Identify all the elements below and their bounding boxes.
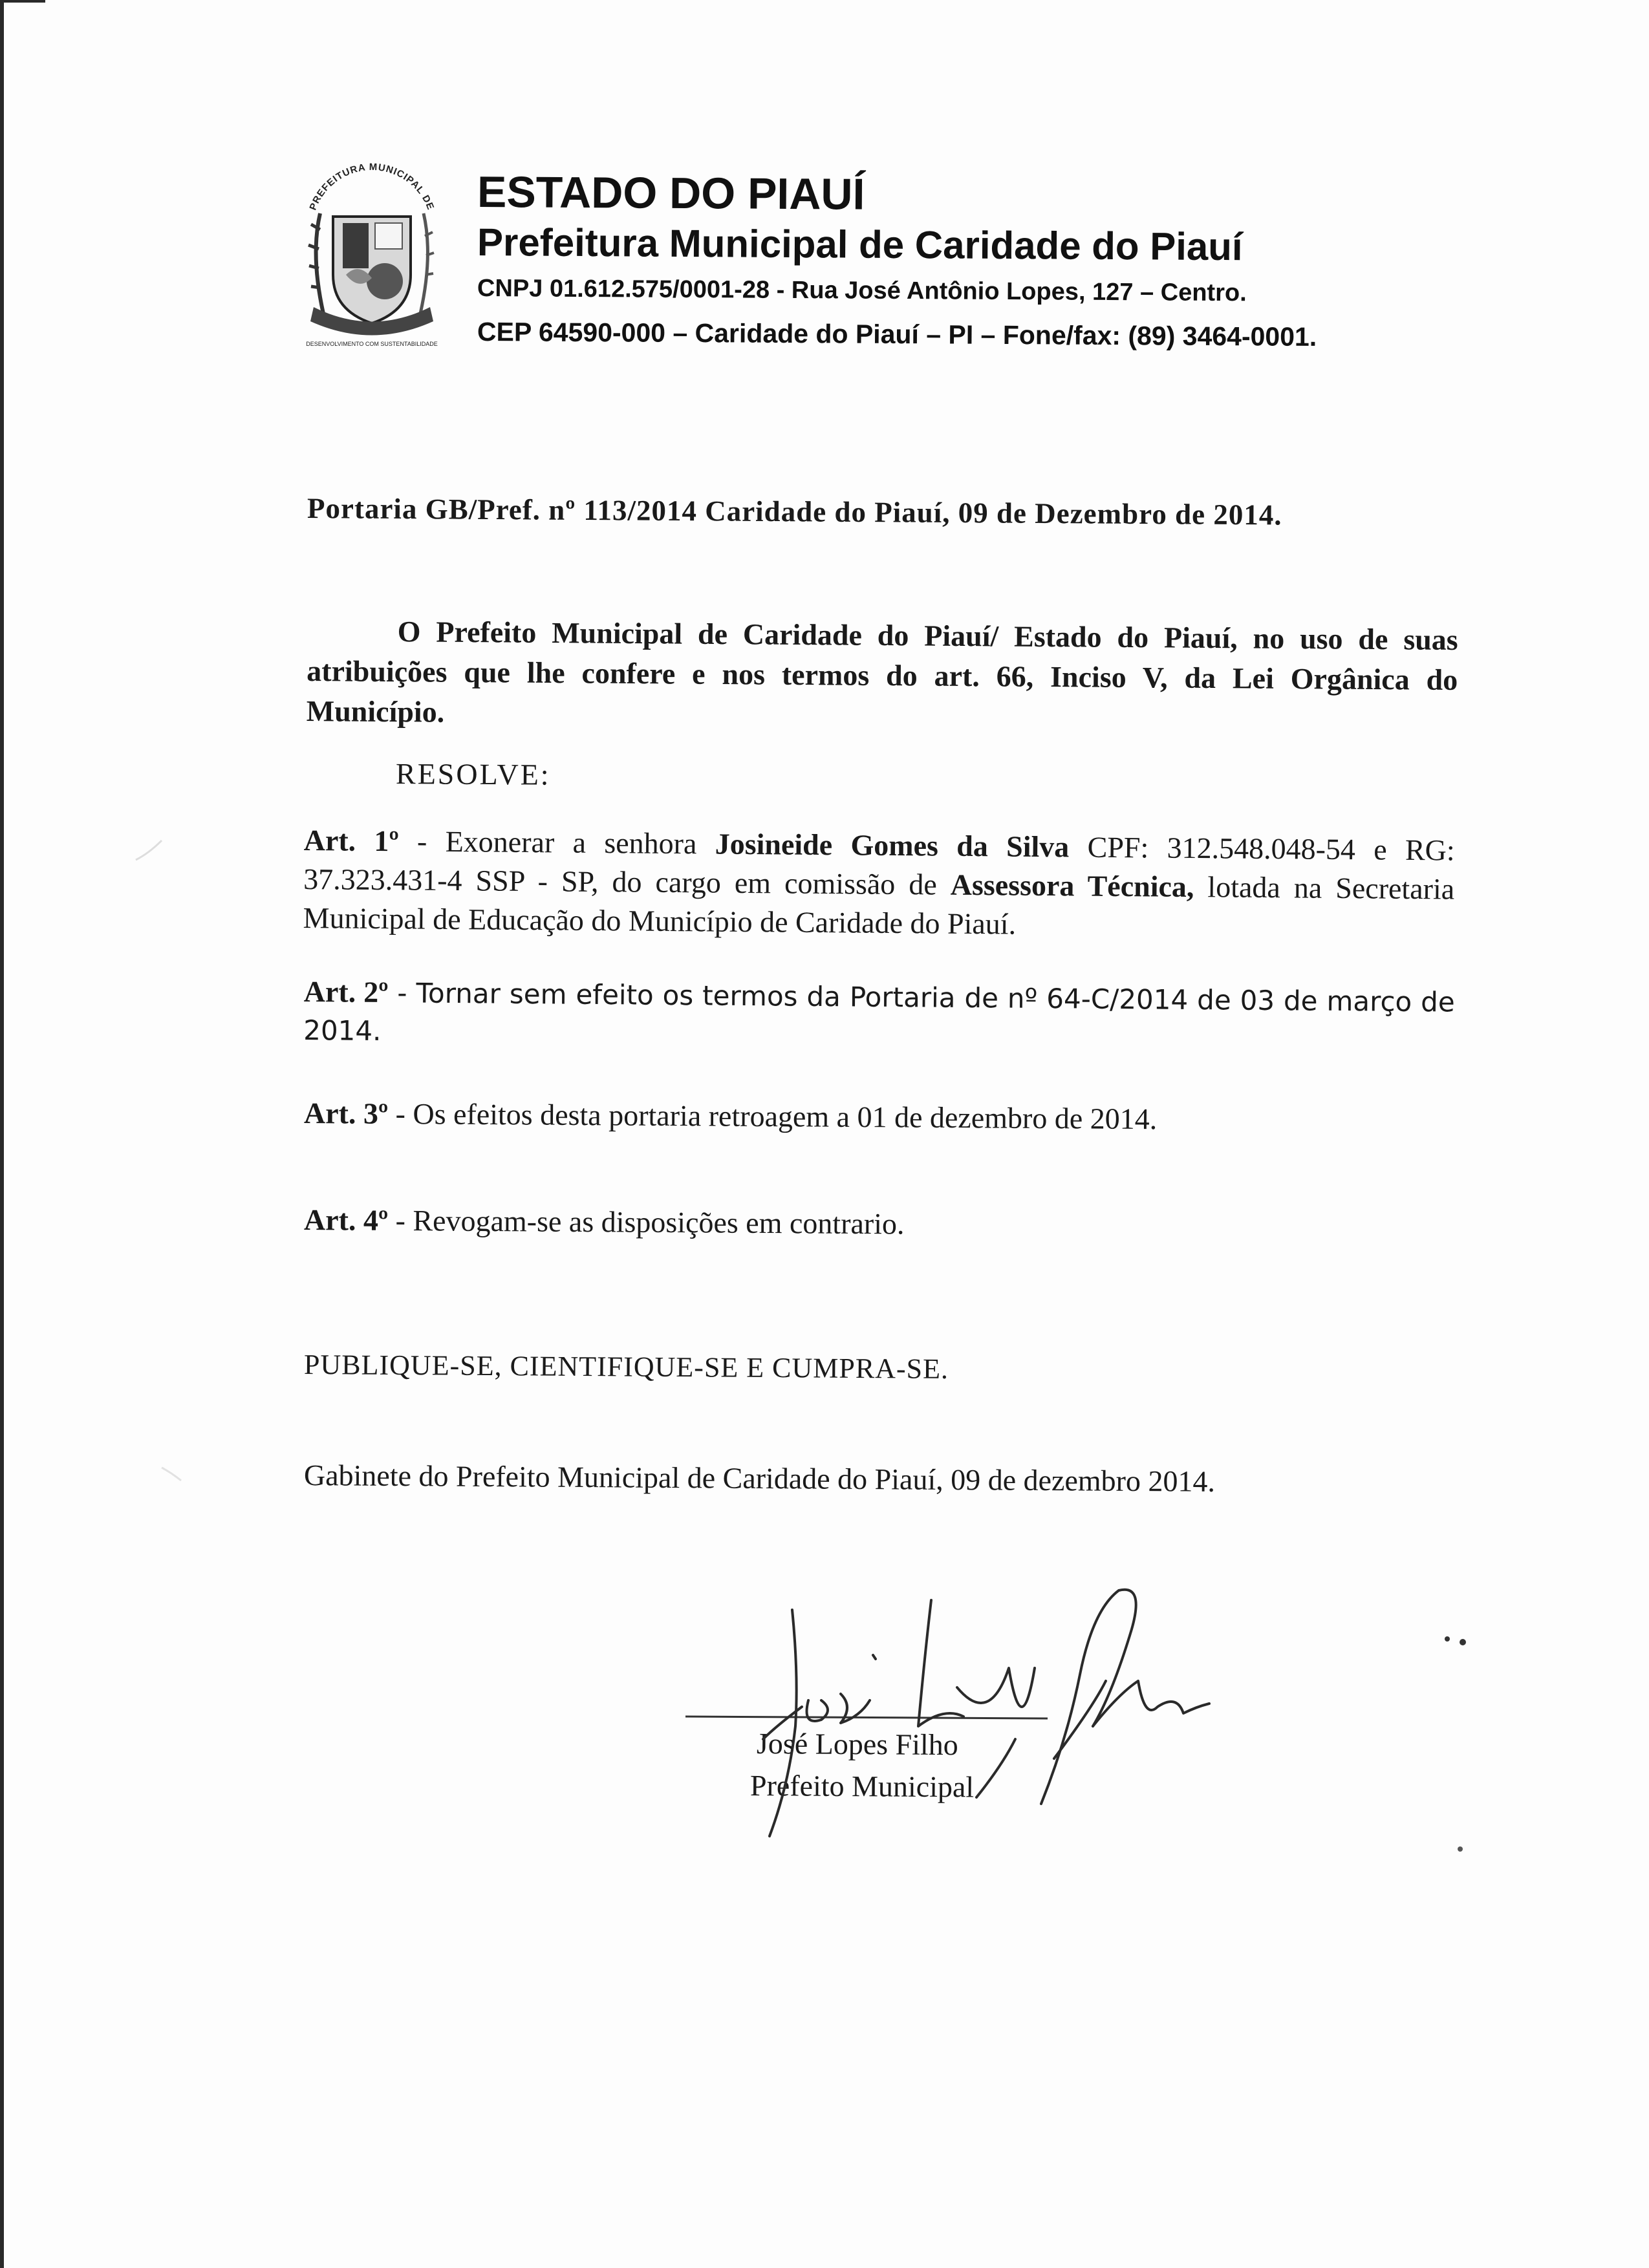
scan-edge-left (0, 0, 4, 2268)
svg-text:PREFEITURA MUNICIPAL DE (307, 162, 436, 212)
signatory-name: José Lopes Filho (756, 1727, 958, 1762)
article-1-text-c: lotada na Secretaria Municipal de Educação do Município de Caridade do Piauí. (303, 870, 1455, 941)
article-2-label: Art. 2º (303, 974, 389, 1009)
article-3-text: - Os efeitos desta portaria retroagem a 01 de dezembro de 2014. (387, 1097, 1158, 1136)
handwritten-signature (731, 1578, 1222, 1862)
article-1 (303, 821, 1455, 948)
letterhead-state: ESTADO DO PIAUÍ (477, 167, 865, 219)
signatory-role: Prefeito Municipal (749, 1769, 975, 1804)
article-1-text-b: CPF: 312.548.048-54 e RG: 37.323.431-4 SSP - SP, do cargo em comissão de (303, 830, 1455, 901)
article-4 (304, 1203, 905, 1241)
article-4-text: - Revogam-se as disposições em contrario. (387, 1203, 905, 1241)
scan-edge-top (0, 0, 45, 3)
letterhead-cnpj-address: CNPJ 01.612.575/0001-28 - Rua José Antônio Lopes, 127 – Centro. (477, 275, 1247, 307)
article-1-role: Assessora Técnica, (950, 868, 1194, 904)
article-3 (304, 1096, 1158, 1136)
article-2-text: - Tornar sem efeito os termos da Portaria de nº 64-C/2014 de 03 de março de 2014. (303, 977, 1455, 1047)
article-1-label: Art. 1º (303, 823, 399, 858)
office-date-line: Gabinete do Prefeito Municipal de Caridade do Piauí, 09 de dezembro 2014. (303, 1459, 1216, 1498)
intro-paragraph: O Prefeito Municipal de Caridade do Piauí/ Estado do Piauí, no uso de suas atribuições que lhe confere e nos termos do art. 66, Inciso V, da Lei Orgânica do Município. (306, 615, 1458, 729)
resolve-heading: RESOLVE: (395, 757, 551, 791)
article-2 (303, 973, 1455, 1060)
publication-clause: PUBLIQUE-SE, CIENTIFIQUE-SE E CUMPRA-SE. (303, 1349, 949, 1385)
letterhead-prefecture: Prefeitura Municipal de Caridade do Piauí (477, 220, 1243, 269)
crest-ring-text: PREFEITURA MUNICIPAL DE (307, 161, 436, 212)
article-4-label: Art. 4º (303, 1203, 389, 1237)
crest-bottom-text: DESENVOLVIMENTO COM SUSTENTABILIDADE (306, 341, 438, 347)
letterhead-cep-phone: CEP 64590-000 – Caridade do Piauí – PI – Fone/fax: (89) 3464-0001. (477, 317, 1317, 352)
article-1-text-a: - Exonerar a senhora (398, 824, 715, 861)
article-1-person-name: Josineide Gomes da Silva (715, 827, 1070, 864)
portaria-title: Portaria GB/Pref. nº 113/2014 Caridade do Piauí, 09 de Dezembro de 2014. (307, 492, 1282, 531)
article-3-label: Art. 3º (303, 1097, 389, 1130)
municipal-crest-icon (294, 152, 449, 352)
